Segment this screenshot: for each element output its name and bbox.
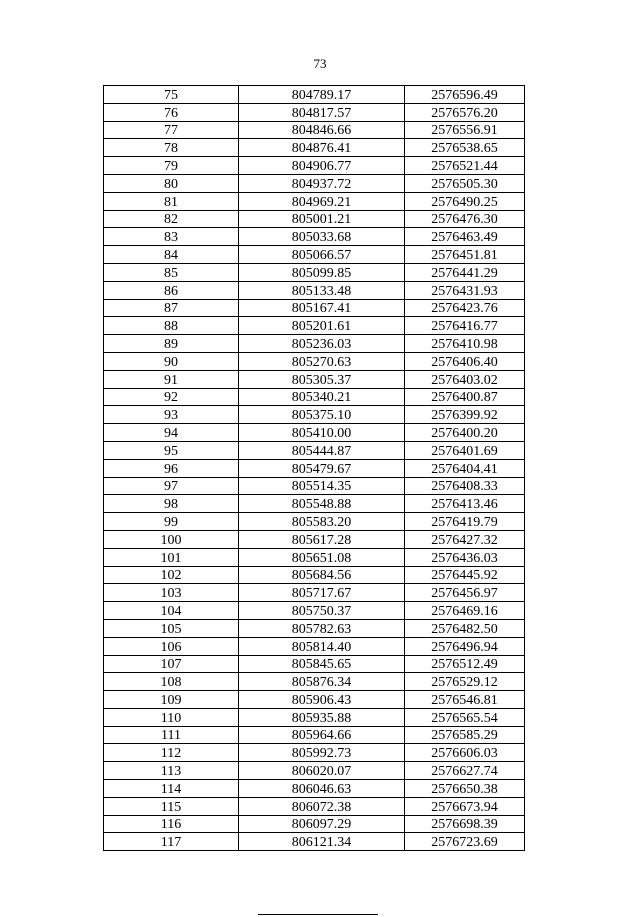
x-coordinate-cell: 805375.10 <box>239 406 405 424</box>
footer-rule <box>258 914 378 915</box>
y-coordinate-cell: 2576400.20 <box>405 424 525 442</box>
y-coordinate-cell: 2576723.69 <box>405 833 525 851</box>
y-coordinate-cell: 2576482.50 <box>405 619 525 637</box>
table-row <box>104 246 525 264</box>
y-coordinate-cell: 2576413.46 <box>405 495 525 513</box>
point-number-cell: 103 <box>104 584 239 602</box>
point-number-cell: 106 <box>104 637 239 655</box>
x-coordinate-cell: 804789.17 <box>239 86 405 104</box>
x-coordinate-cell: 805514.35 <box>239 477 405 495</box>
table-row <box>104 833 525 851</box>
x-coordinate-cell: 805717.67 <box>239 584 405 602</box>
y-coordinate-cell: 2576416.77 <box>405 317 525 335</box>
table-row <box>104 797 525 815</box>
x-coordinate-cell: 806097.29 <box>239 815 405 833</box>
point-number-cell: 79 <box>104 157 239 175</box>
y-coordinate-cell: 2576546.81 <box>405 691 525 709</box>
coordinate-table-body <box>104 86 525 851</box>
x-coordinate-cell: 805133.48 <box>239 281 405 299</box>
x-coordinate-cell: 804817.57 <box>239 103 405 121</box>
x-coordinate-cell: 805992.73 <box>239 744 405 762</box>
x-coordinate-cell: 806072.38 <box>239 797 405 815</box>
y-coordinate-cell: 2576565.54 <box>405 708 525 726</box>
table-row <box>104 299 525 317</box>
x-coordinate-cell: 805167.41 <box>239 299 405 317</box>
coordinate-table <box>103 85 525 851</box>
x-coordinate-cell: 805033.68 <box>239 228 405 246</box>
table-row <box>104 708 525 726</box>
point-number-cell: 108 <box>104 673 239 691</box>
y-coordinate-cell: 2576521.44 <box>405 157 525 175</box>
table-row <box>104 602 525 620</box>
table-row <box>104 263 525 281</box>
table-row <box>104 459 525 477</box>
point-number-cell: 94 <box>104 424 239 442</box>
point-number-cell: 101 <box>104 548 239 566</box>
x-coordinate-cell: 805782.63 <box>239 619 405 637</box>
table-row <box>104 566 525 584</box>
table-row <box>104 815 525 833</box>
point-number-cell: 83 <box>104 228 239 246</box>
point-number-cell: 97 <box>104 477 239 495</box>
y-coordinate-cell: 2576410.98 <box>405 335 525 353</box>
point-number-cell: 75 <box>104 86 239 104</box>
x-coordinate-cell: 806020.07 <box>239 762 405 780</box>
table-row <box>104 548 525 566</box>
point-number-cell: 102 <box>104 566 239 584</box>
table-row <box>104 584 525 602</box>
table-row <box>104 228 525 246</box>
x-coordinate-cell: 805617.28 <box>239 530 405 548</box>
table-row <box>104 157 525 175</box>
y-coordinate-cell: 2576476.30 <box>405 210 525 228</box>
point-number-cell: 87 <box>104 299 239 317</box>
x-coordinate-cell: 805814.40 <box>239 637 405 655</box>
table-row <box>104 121 525 139</box>
table-row <box>104 86 525 104</box>
y-coordinate-cell: 2576556.91 <box>405 121 525 139</box>
x-coordinate-cell: 805583.20 <box>239 513 405 531</box>
point-number-cell: 104 <box>104 602 239 620</box>
point-number-cell: 113 <box>104 762 239 780</box>
table-row <box>104 655 525 673</box>
y-coordinate-cell: 2576404.41 <box>405 459 525 477</box>
table-row <box>104 317 525 335</box>
x-coordinate-cell: 804876.41 <box>239 139 405 157</box>
table-row <box>104 441 525 459</box>
table-row <box>104 406 525 424</box>
point-number-cell: 114 <box>104 780 239 798</box>
y-coordinate-cell: 2576431.93 <box>405 281 525 299</box>
x-coordinate-cell: 804906.77 <box>239 157 405 175</box>
point-number-cell: 90 <box>104 352 239 370</box>
table-row <box>104 103 525 121</box>
x-coordinate-cell: 805935.88 <box>239 708 405 726</box>
table-row <box>104 370 525 388</box>
x-coordinate-cell: 805305.37 <box>239 370 405 388</box>
y-coordinate-cell: 2576451.81 <box>405 246 525 264</box>
point-number-cell: 89 <box>104 335 239 353</box>
page-number: 73 <box>313 56 327 71</box>
y-coordinate-cell: 2576400.87 <box>405 388 525 406</box>
y-coordinate-cell: 2576512.49 <box>405 655 525 673</box>
point-number-cell: 77 <box>104 121 239 139</box>
point-number-cell: 99 <box>104 513 239 531</box>
point-number-cell: 93 <box>104 406 239 424</box>
point-number-cell: 111 <box>104 726 239 744</box>
y-coordinate-cell: 2576650.38 <box>405 780 525 798</box>
point-number-cell: 78 <box>104 139 239 157</box>
x-coordinate-cell: 805964.66 <box>239 726 405 744</box>
table-row <box>104 192 525 210</box>
table-row <box>104 780 525 798</box>
y-coordinate-cell: 2576505.30 <box>405 174 525 192</box>
y-coordinate-cell: 2576469.16 <box>405 602 525 620</box>
table-row <box>104 335 525 353</box>
y-coordinate-cell: 2576403.02 <box>405 370 525 388</box>
table-row <box>104 210 525 228</box>
point-number-cell: 92 <box>104 388 239 406</box>
x-coordinate-cell: 805876.34 <box>239 673 405 691</box>
x-coordinate-cell: 805099.85 <box>239 263 405 281</box>
x-coordinate-cell: 805001.21 <box>239 210 405 228</box>
table-row <box>104 352 525 370</box>
table-row <box>104 744 525 762</box>
x-coordinate-cell: 805270.63 <box>239 352 405 370</box>
x-coordinate-cell: 805340.21 <box>239 388 405 406</box>
point-number-cell: 81 <box>104 192 239 210</box>
table-row <box>104 637 525 655</box>
y-coordinate-cell: 2576576.20 <box>405 103 525 121</box>
point-number-cell: 112 <box>104 744 239 762</box>
x-coordinate-cell: 805066.57 <box>239 246 405 264</box>
table-row <box>104 726 525 744</box>
x-coordinate-cell: 804846.66 <box>239 121 405 139</box>
y-coordinate-cell: 2576496.94 <box>405 637 525 655</box>
point-number-cell: 110 <box>104 708 239 726</box>
y-coordinate-cell: 2576529.12 <box>405 673 525 691</box>
table-row <box>104 424 525 442</box>
y-coordinate-cell: 2576490.25 <box>405 192 525 210</box>
y-coordinate-cell: 2576427.32 <box>405 530 525 548</box>
point-number-cell: 105 <box>104 619 239 637</box>
x-coordinate-cell: 804969.21 <box>239 192 405 210</box>
table-row <box>104 174 525 192</box>
point-number-cell: 85 <box>104 263 239 281</box>
y-coordinate-cell: 2576585.29 <box>405 726 525 744</box>
x-coordinate-cell: 805479.67 <box>239 459 405 477</box>
y-coordinate-cell: 2576538.65 <box>405 139 525 157</box>
point-number-cell: 95 <box>104 441 239 459</box>
point-number-cell: 98 <box>104 495 239 513</box>
point-number-cell: 107 <box>104 655 239 673</box>
x-coordinate-cell: 804937.72 <box>239 174 405 192</box>
point-number-cell: 76 <box>104 103 239 121</box>
point-number-cell: 109 <box>104 691 239 709</box>
x-coordinate-cell: 805684.56 <box>239 566 405 584</box>
table-row <box>104 691 525 709</box>
y-coordinate-cell: 2576399.92 <box>405 406 525 424</box>
x-coordinate-cell: 805444.87 <box>239 441 405 459</box>
x-coordinate-cell: 805548.88 <box>239 495 405 513</box>
y-coordinate-cell: 2576436.03 <box>405 548 525 566</box>
x-coordinate-cell: 805906.43 <box>239 691 405 709</box>
y-coordinate-cell: 2576406.40 <box>405 352 525 370</box>
table-row <box>104 495 525 513</box>
table-row <box>104 673 525 691</box>
point-number-cell: 88 <box>104 317 239 335</box>
y-coordinate-cell: 2576606.03 <box>405 744 525 762</box>
x-coordinate-cell: 805845.65 <box>239 655 405 673</box>
x-coordinate-cell: 805236.03 <box>239 335 405 353</box>
table-row <box>104 619 525 637</box>
point-number-cell: 117 <box>104 833 239 851</box>
y-coordinate-cell: 2576419.79 <box>405 513 525 531</box>
x-coordinate-cell: 805410.00 <box>239 424 405 442</box>
y-coordinate-cell: 2576445.92 <box>405 566 525 584</box>
y-coordinate-cell: 2576401.69 <box>405 441 525 459</box>
y-coordinate-cell: 2576408.33 <box>405 477 525 495</box>
point-number-cell: 86 <box>104 281 239 299</box>
y-coordinate-cell: 2576456.97 <box>405 584 525 602</box>
y-coordinate-cell: 2576463.49 <box>405 228 525 246</box>
x-coordinate-cell: 805201.61 <box>239 317 405 335</box>
table-row <box>104 477 525 495</box>
point-number-cell: 80 <box>104 174 239 192</box>
point-number-cell: 100 <box>104 530 239 548</box>
y-coordinate-cell: 2576441.29 <box>405 263 525 281</box>
y-coordinate-cell: 2576627.74 <box>405 762 525 780</box>
point-number-cell: 115 <box>104 797 239 815</box>
x-coordinate-cell: 805750.37 <box>239 602 405 620</box>
point-number-cell: 84 <box>104 246 239 264</box>
table-row <box>104 762 525 780</box>
x-coordinate-cell: 806121.34 <box>239 833 405 851</box>
table-row <box>104 388 525 406</box>
table-row <box>104 281 525 299</box>
x-coordinate-cell: 805651.08 <box>239 548 405 566</box>
y-coordinate-cell: 2576596.49 <box>405 86 525 104</box>
point-number-cell: 91 <box>104 370 239 388</box>
table-row <box>104 139 525 157</box>
y-coordinate-cell: 2576423.76 <box>405 299 525 317</box>
y-coordinate-cell: 2576673.94 <box>405 797 525 815</box>
y-coordinate-cell: 2576698.39 <box>405 815 525 833</box>
table-row <box>104 530 525 548</box>
point-number-cell: 116 <box>104 815 239 833</box>
table-row <box>104 513 525 531</box>
x-coordinate-cell: 806046.63 <box>239 780 405 798</box>
point-number-cell: 82 <box>104 210 239 228</box>
point-number-cell: 96 <box>104 459 239 477</box>
